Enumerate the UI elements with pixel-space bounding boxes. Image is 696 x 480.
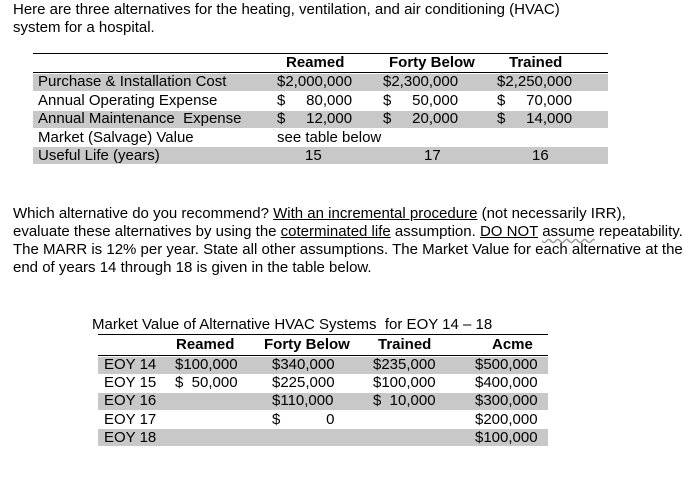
table-cell: $ 70,000 (497, 92, 573, 109)
table-cell: $ 0 (272, 411, 335, 428)
market-value-title: Market Value of Alternative HVAC Systems for EOY 14 – 18 (92, 316, 493, 333)
header-forty-below: Forty Below (264, 336, 350, 353)
row-label: Annual Maintenance Expense (38, 110, 242, 127)
header-reamed: Reamed (286, 54, 345, 71)
row-label: EOY 17 (104, 411, 157, 428)
table-cell: $ 14,000 (497, 110, 573, 127)
header-trained: Trained (378, 336, 432, 353)
question-text-assume: assume (542, 223, 595, 240)
question-text: (not necessarily IRR), evaluate these alternatives by using the (13, 205, 626, 240)
table-cell: $ 50,000 (383, 92, 459, 109)
table-cell: $2,000,000 (277, 73, 353, 90)
table-cell: $500,000 (475, 356, 538, 373)
table-cell: $2,300,000 (383, 73, 459, 90)
table-cell: $ 50,000 (175, 374, 238, 391)
table-cell: $340,000 (272, 356, 335, 373)
question-emphasis-do-not: DO NOT (479, 223, 539, 240)
row-label: EOY 14 (104, 356, 157, 373)
question-emphasis-coterminated: coterminated life (280, 223, 391, 240)
table-cell: $100,000 (175, 356, 238, 373)
row-label: Market (Salvage) Value (38, 129, 194, 146)
row-label: Useful Life (years) (38, 147, 160, 164)
question-text: Which alternative do you recommend? (13, 205, 274, 222)
intro-line-2: system for a hospital. (13, 19, 155, 36)
table-cell: $400,000 (475, 374, 538, 391)
table-cell: $100,000 (475, 429, 538, 446)
table-cell: 17 (424, 147, 441, 164)
row-label: EOY 18 (104, 429, 157, 446)
intro-line-1: Here are three alternatives for the heating, ventilation, and air conditioning (HVAC) (13, 1, 560, 18)
question-text: assumption. (390, 223, 480, 240)
table-cell: $300,000 (475, 392, 538, 409)
row-label: Purchase & Installation Cost (38, 73, 227, 90)
row-label: Annual Operating Expense (38, 92, 218, 109)
table-cell: $110,000 (272, 392, 334, 409)
table-cell: $ 10,000 (373, 392, 436, 409)
table2-top-rule (98, 334, 548, 335)
table-cell: $ 80,000 (277, 92, 353, 109)
table-cell: $100,000 (373, 374, 436, 391)
row-label: EOY 15 (104, 374, 157, 391)
header-forty-below: Forty Below (389, 54, 475, 71)
table-cell: see table below (277, 129, 382, 146)
question-text: repeatability. The MARR is 12% per year. State all other assumptions. The Market Value for each alternative at the end of years 14 through 18 is given in the table below. (13, 223, 683, 276)
intro-text (13, 1, 683, 37)
table-cell: $ 12,000 (277, 110, 353, 127)
question-paragraph (13, 205, 685, 277)
table-cell: $225,000 (272, 374, 335, 391)
table-cell: 16 (532, 147, 549, 164)
question-emphasis-incremental: With an incremental procedure (273, 205, 478, 222)
table-cell: $200,000 (475, 411, 538, 428)
row-label: EOY 16 (104, 392, 157, 409)
table-cell: $ 20,000 (383, 110, 459, 127)
table-cell: $235,000 (373, 356, 436, 373)
table-cell: $2,250,000 (497, 73, 573, 90)
header-reamed: Reamed (176, 336, 235, 353)
header-trained: Trained (509, 54, 563, 71)
table-cell: 15 (305, 147, 322, 164)
header-acme: Acme (492, 336, 533, 353)
